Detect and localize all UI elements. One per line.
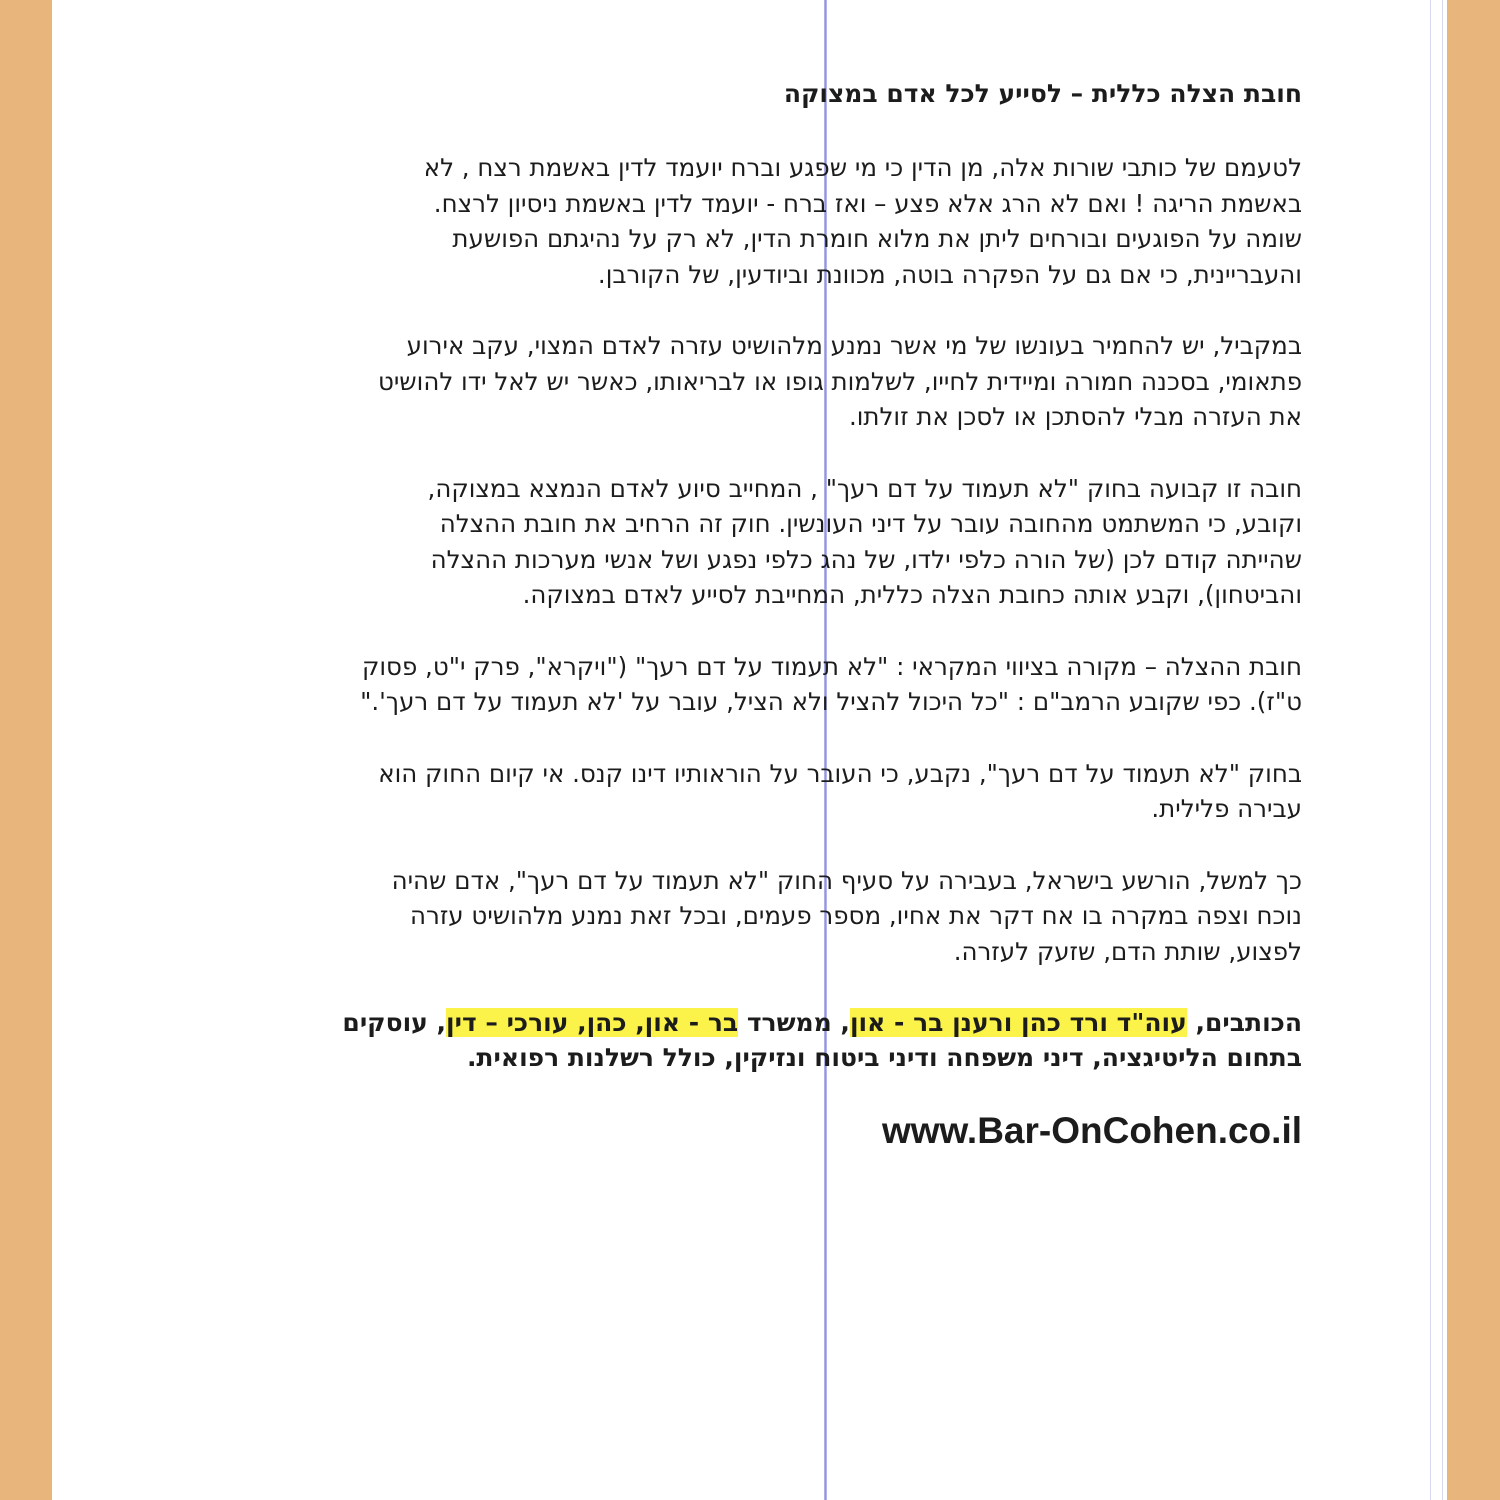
paragraph-line: והעבריינית, כי אם גם על הפקרה בוטה, מכוונת וביודעין, של הקורבן. xyxy=(597,259,1302,289)
paragraph-line: בחוק "לא תעמוד על דם רעך", נקבע, כי העובר על הוראותיו דינו קנס. אי קיום החוק הוא xyxy=(378,758,1302,788)
article xyxy=(222,74,1302,1151)
authors-prefix: הכותבים, xyxy=(1186,1008,1302,1037)
page-edge-line xyxy=(1442,0,1443,1500)
paragraph-line: שומה על הפוגעים ובורחים ליתן את מלוא חומרת הדין, לא רק על נהיגתם הפושעת xyxy=(452,224,1302,253)
paragraph xyxy=(222,328,1302,435)
paragraph xyxy=(222,863,1302,970)
paragraph xyxy=(222,150,1302,292)
paragraph-line: נוכח וצפה במקרה בו אח דקר את אחיו, מספר פעמים, ובכל זאת נמנע מלהושיט עזרה xyxy=(409,901,1302,930)
website-link[interactable]: www.Bar-OnCohen.co.il xyxy=(881,1110,1302,1151)
authors-line-2: בתחום הליטיגציה, דיני משפחה ודיני ביטוח ונזיקין, כולל רשלנות רפואית. xyxy=(466,1043,1302,1072)
paragraph xyxy=(222,471,1302,613)
paragraph-line: את העזרה מבלי להסתכן או לסכן את זולתו. xyxy=(848,402,1302,431)
law-firm-highlight: בר - און, כהן, עורכי – דין xyxy=(446,1008,739,1037)
paragraph-line: במקביל, יש להחמיר בעונשו של מי אשר נמנע מלהושיט עזרה לאדם המצוי, עקב אירוע xyxy=(406,331,1302,360)
article-title: חובת הצלה כללית – לסייע לכל אדם במצוקה xyxy=(783,79,1302,108)
paragraph-line: פתאומי, בסכנה חמורה ומיידית לחייו, לשלמות גופו או לבריאותו, כאשר יש לאל ידו להושיט xyxy=(377,366,1302,396)
paragraph-line: וקובע, כי המשתמט מהחובה עובר על דיני העונשין. חוק זה הרחיב את חובת ההצלה xyxy=(439,509,1302,538)
authors-middle: , ממשרד xyxy=(738,1008,850,1037)
paragraph-line: כך למשל, הורשע בישראל, בעבירה על סעיף החוק "לא תעמוד על דם רעך", אדם שהיה xyxy=(391,865,1302,895)
paragraph-line: לפצוע, שותת הדם, שזעק לעזרה. xyxy=(953,936,1302,966)
paragraph-line: עבירה פלילית. xyxy=(1151,794,1302,823)
authors-note xyxy=(222,1005,1302,1075)
paragraph-line: שהייתה קודם לכן (של הורה כלפי ילדו, של נהג כלפי נפגע ושל אנשי מערכות ההצלה xyxy=(430,544,1302,574)
page-edge-line xyxy=(1430,0,1431,1500)
paragraph-line: חובה זו קבועה בחוק "לא תעמוד על דם רעך" , המחייב סיוע לאדם הנמצא במצוקה, xyxy=(427,473,1302,503)
paragraph-line: לטעמם של כותבי שורות אלה, מן הדין כי מי שפגע וברח יועמד לדין באשמת רצח , לא xyxy=(423,153,1302,182)
paragraph xyxy=(222,649,1302,720)
paragraph-line: והביטחון), וקבע אותה כחובת הצלה כללית, המחייבת לסייע לאדם במצוקה. xyxy=(522,580,1302,609)
paragraph xyxy=(222,756,1302,827)
paragraph-line: חובת ההצלה – מקורה בציווי המקראי : "לא תעמוד על דם רעך" ("ויקרא", פרק י"ט, פסוק xyxy=(361,651,1302,681)
article-body xyxy=(222,150,1302,969)
authors-line-1 xyxy=(222,1005,1302,1040)
authors-suffix: , עוסקים xyxy=(342,1008,447,1037)
authors-names-highlight: עוה"ד ורד כהן ורענן בר - און xyxy=(849,1008,1187,1037)
paragraph-line: ט"ז). כפי שקובע הרמב"ם : "כל היכול להציל ולא הציל, עובר על 'לא תעמוד על דם רעך'." xyxy=(360,687,1302,716)
paragraph-line: באשמת הריגה ! ואם לא הרג אלא פצע – ואז ברח - יועמד לדין באשמת ניסיון לרצח. xyxy=(433,188,1302,218)
